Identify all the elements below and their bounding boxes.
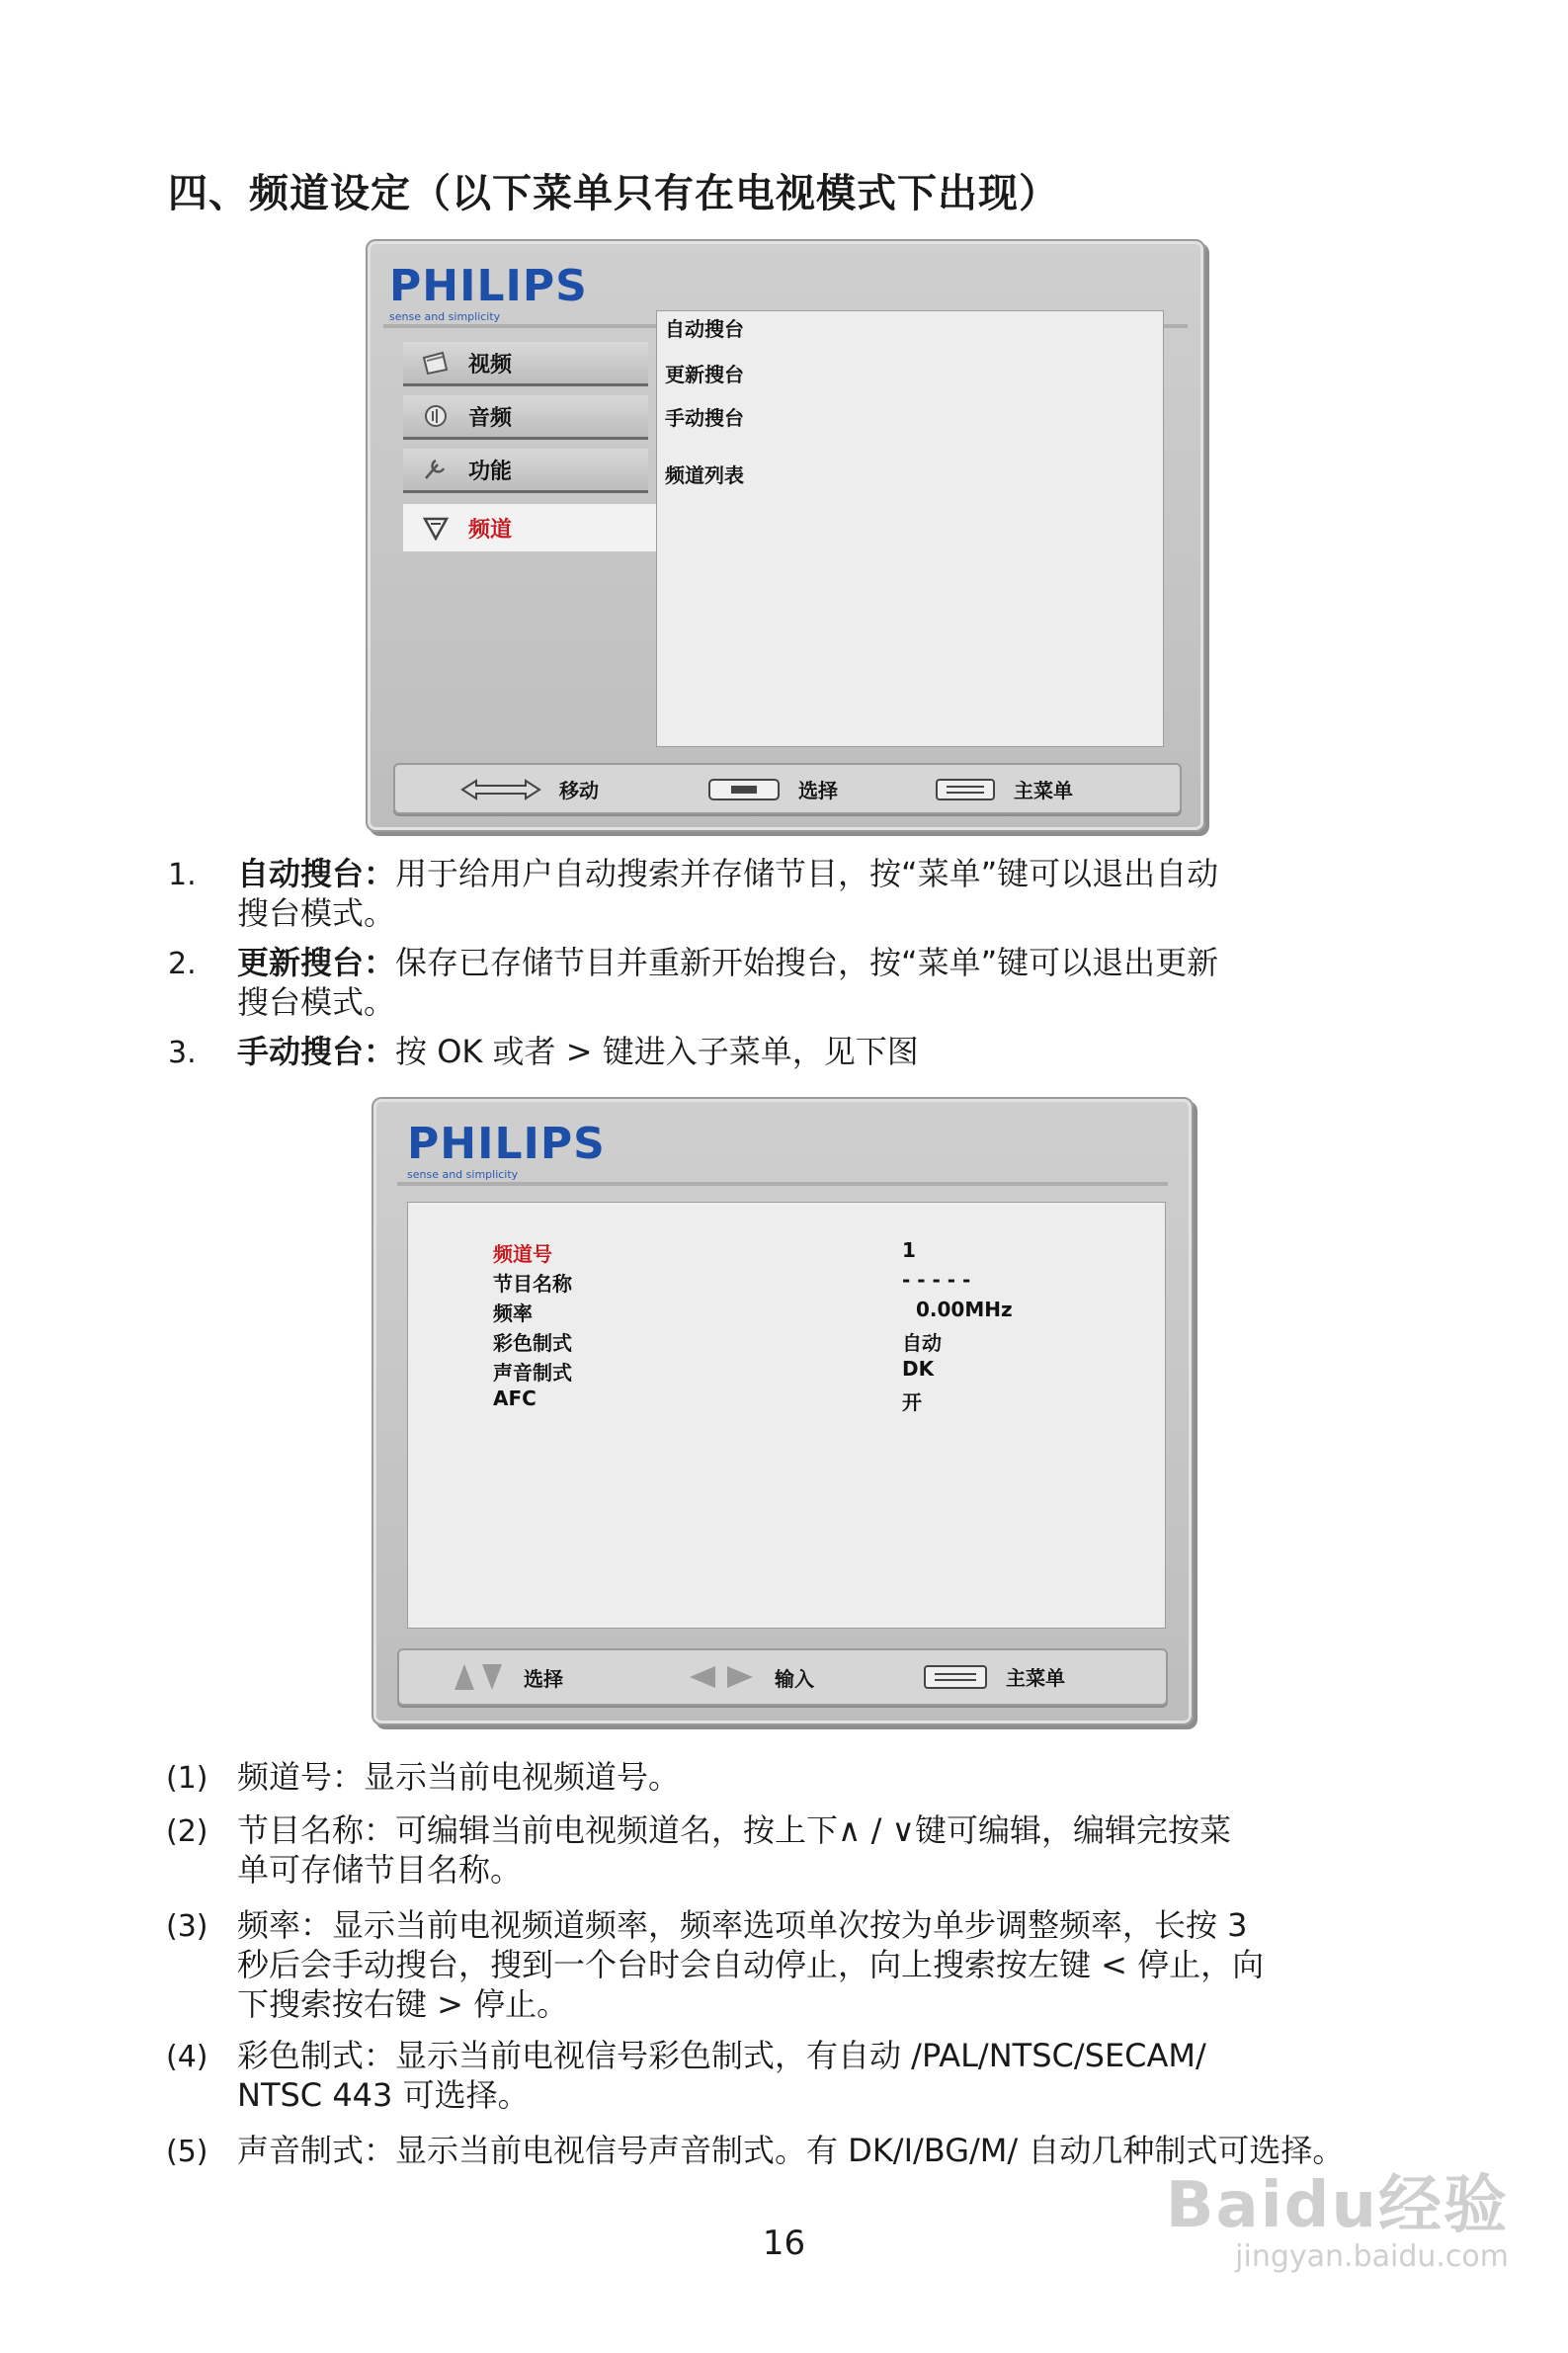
hint-bar (393, 763, 1182, 814)
row-value-sound-system: DK (902, 1357, 935, 1381)
row-label-frequency[interactable]: 频率 (493, 1302, 533, 1325)
channel-menu-screenshot (366, 239, 1205, 832)
row-label-afc[interactable]: AFC (493, 1387, 536, 1410)
row-value-afc: 开 (902, 1390, 922, 1414)
list-number: 1. (168, 858, 197, 892)
menu-item-channel[interactable]: 频道 (403, 504, 656, 551)
select-hint: 选择 (453, 1662, 563, 1692)
list-number: (3) (166, 1909, 208, 1944)
row-label-color-system[interactable]: 彩色制式 (493, 1331, 572, 1355)
video-icon (421, 348, 451, 378)
submenu-panel (656, 310, 1164, 747)
list-number: 2. (168, 947, 197, 981)
page-number: 16 (762, 2224, 806, 2263)
main-menu-hint: 主菜单 (935, 775, 1073, 803)
menu-item-function[interactable]: 功能 (403, 449, 648, 493)
navigate-icon (460, 777, 541, 802)
channel-icon (421, 513, 451, 543)
submenu-item-auto-scan[interactable]: 自动搜台 (665, 317, 744, 341)
row-label-sound-system[interactable]: 声音制式 (493, 1361, 572, 1385)
main-menu-hint: 主菜单 (923, 1662, 1065, 1691)
field-desc-channel-number: 频道号：显示当前电视频道号。 (237, 1758, 681, 1796)
list-number: (4) (166, 2040, 208, 2074)
row-value-program-name: - - - - - (902, 1268, 971, 1292)
audio-icon (421, 401, 451, 431)
row-label-program-name[interactable]: 节目名称 (493, 1272, 572, 1296)
list-number: (1) (166, 1761, 208, 1796)
list-number: (5) (166, 2135, 208, 2169)
field-desc-color-system: 彩色制式：显示当前电视信号彩色制式，有自动 /PAL/NTSC/SECAM/ NTSC 443 可选择。 (237, 2037, 1206, 2114)
input-hint: 输入 (688, 1662, 814, 1692)
left-right-arrows-icon (688, 1662, 757, 1692)
list-number: (2) (166, 1814, 208, 1849)
list-number: 3. (168, 1036, 197, 1070)
submenu-item-update-scan[interactable]: 更新搜台 (665, 363, 744, 386)
manual-scan-screenshot (371, 1097, 1194, 1725)
submenu-item-manual-scan[interactable]: 手动搜台 (665, 406, 744, 430)
row-value-frequency: 0.00MHz (916, 1298, 1013, 1321)
menu-button-icon (935, 777, 996, 802)
ok-button-icon (707, 777, 781, 802)
field-desc-program-name: 节目名称：可编辑当前电视频道名，按上下∧ / ∨键可编辑，编辑完按菜 单可存储节目名称。 (237, 1811, 1231, 1889)
section-heading: 四、频道设定（以下菜单只有在电视模式下出现） (168, 171, 1059, 216)
menu-button-icon (923, 1663, 988, 1691)
menu-item-audio[interactable]: 音频 (403, 395, 648, 440)
row-value-channel-number: 1 (902, 1238, 916, 1262)
select-hint: 选择 (707, 775, 838, 803)
move-hint: 移动 (460, 775, 599, 803)
function-icon (421, 455, 451, 484)
menu-item-video[interactable]: 视频 (403, 342, 648, 386)
brand-logo: PHILIPS sense and simplicity (407, 1119, 606, 1181)
submenu-item-channel-list[interactable]: 频道列表 (665, 463, 744, 487)
list-item-update-scan: 更新搜台：保存已存储节目并重新开始搜台，按“菜单”键可以退出更新 搜台模式。 (237, 944, 1219, 1021)
up-down-arrows-icon (453, 1662, 506, 1692)
settings-panel (407, 1202, 1166, 1629)
baidu-watermark: Baidu经验 jingyan.baidu.com (1165, 2169, 1509, 2274)
row-label-channel-number[interactable]: 频道号 (493, 1242, 552, 1266)
field-desc-sound-system: 声音制式：显示当前电视信号声音制式。有 DK/I/BG/M/ 自动几种制式可选择。 (237, 2132, 1345, 2169)
row-value-color-system: 自动 (902, 1331, 942, 1355)
list-item-manual-scan: 手动搜台：按 OK 或者 > 键进入子菜单，见下图 (237, 1033, 919, 1070)
hint-bar (397, 1648, 1168, 1706)
field-desc-frequency: 频率：显示当前电视频道频率，频率选项单次按为单步调整频率，长按 3 秒后会手动搜台，搜到一个台时会自动停止，向上搜索按左键 < 停止，向 下搜索按右键 > 停止。 (237, 1906, 1265, 2023)
list-item-auto-scan: 自动搜台：用于给用户自动搜索并存储节目，按“菜单”键可以退出自动 搜台模式。 (237, 855, 1219, 932)
brand-logo: PHILIPS sense and simplicity (389, 261, 588, 323)
